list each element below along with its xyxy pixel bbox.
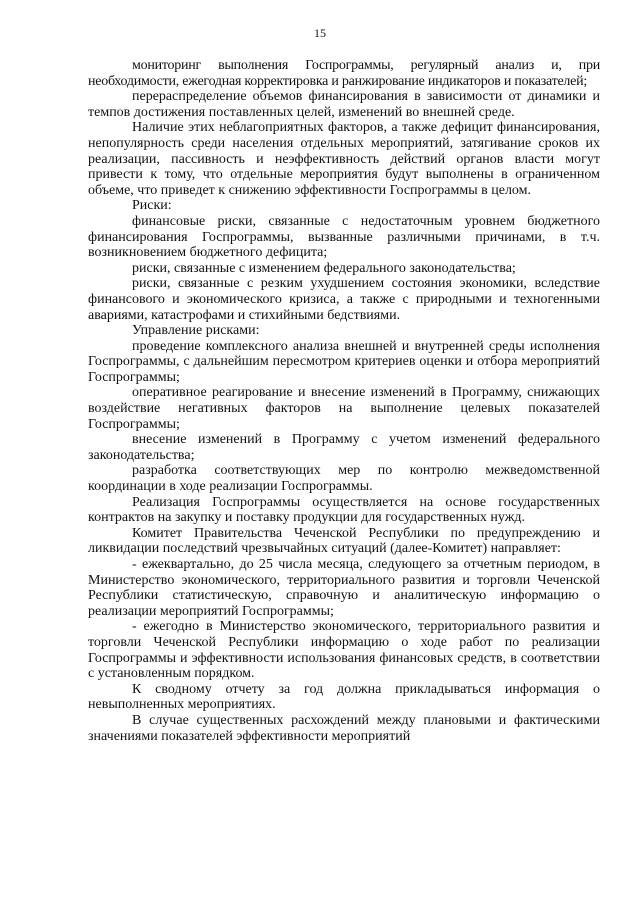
paragraph: риски, связанные с изменением федерального законодательства; [132,260,516,276]
paragraph: финансовые риски, связанные с недостаточным уровнем бюджетного финансирования Госпрограммы, вызванные различными причинами, в т.ч. возникновением бюджетного дефицита; [88,213,600,261]
paragraph: Реализация Госпрограммы осуществляется на основе государственных контрактов на закупку и поставку продукции для государственных нужд. [88,494,600,526]
paragraph: Наличие этих неблагоприятных факторов, а также дефицит финансирования, непопулярность среди населения отдельных мероприятий, затягивание сроков их реализации, пассивность и неэффективность действий органов власти могут привести к тому, что отдельные мероприятия будут выполнены в ограниченном объеме, что приведет к снижению эффективности Госпрограммы в целом. [88,120,600,198]
paragraph: риски, связанные с резким ухудшением состояния экономики, вследствие финансового и экономического кризиса, а также с природными и техногенными авариями, катастрофами и стихийными бедствиями. [88,276,600,323]
paragraph: - ежеквартально, до 25 числа месяца, следующего за отчетным периодом, в Министерство экономического, территориального развития и торговли Чеченской Республики статистическую, справочную и аналитическую информацию о реализации мероприятий Госпрограммы; [88,557,600,619]
paragraph: Риски: [132,198,172,214]
document-body [88,58,600,744]
paragraph: К сводному отчету за год должна прикладываться информация о невыполненных мероприятиях. [88,681,600,713]
paragraph: перераспределение объемов финансирования в зависимости от динамики и темпов достижения поставленных целей, изменений во внешней среде. [88,89,600,120]
paragraph: В случае существенных расхождений между плановыми и фактическими значениями показателей эффективности мероприятий [88,712,600,744]
paragraph: разработка соответствующих мер по контролю межведомственной координации в ходе реализации Госпрограммы. [88,463,600,495]
paragraph: - ежегодно в Министерство экономического, территориального развития и торговли Чеченской Республики информацию о ходе работ по реализации Госпрограммы и эффективности использования финансовых средств, в соответствии с установленным порядком. [88,619,600,682]
page-number: 15 [314,26,326,40]
paragraph: Управление рисками: [132,323,260,339]
paragraph: проведение комплексного анализа внешней и внутренней среды исполнения Госпрограммы, с дальнейшим пересмотром критериев оценки и отбора мероприятий Госпрограммы; [88,338,600,385]
paragraph: мониторинг выполнения Госпрограммы, регулярный анализ и, при необходимости, ежегодная корректировка и ранжирование индикаторов и показателей; [88,58,600,89]
paragraph: оперативное реагирование и внесение изменений в Программу, снижающих воздействие негативных факторов на выполнение целевых показателей Госпрограммы; [88,385,600,432]
paragraph: внесение изменений в Программу с учетом изменений федерального законодательства; [88,432,600,463]
paragraph: Комитет Правительства Чеченской Республики по предупреждению и ликвидации последствий чрезвычайных ситуаций (далее-Комитет) направляет: [88,525,600,557]
